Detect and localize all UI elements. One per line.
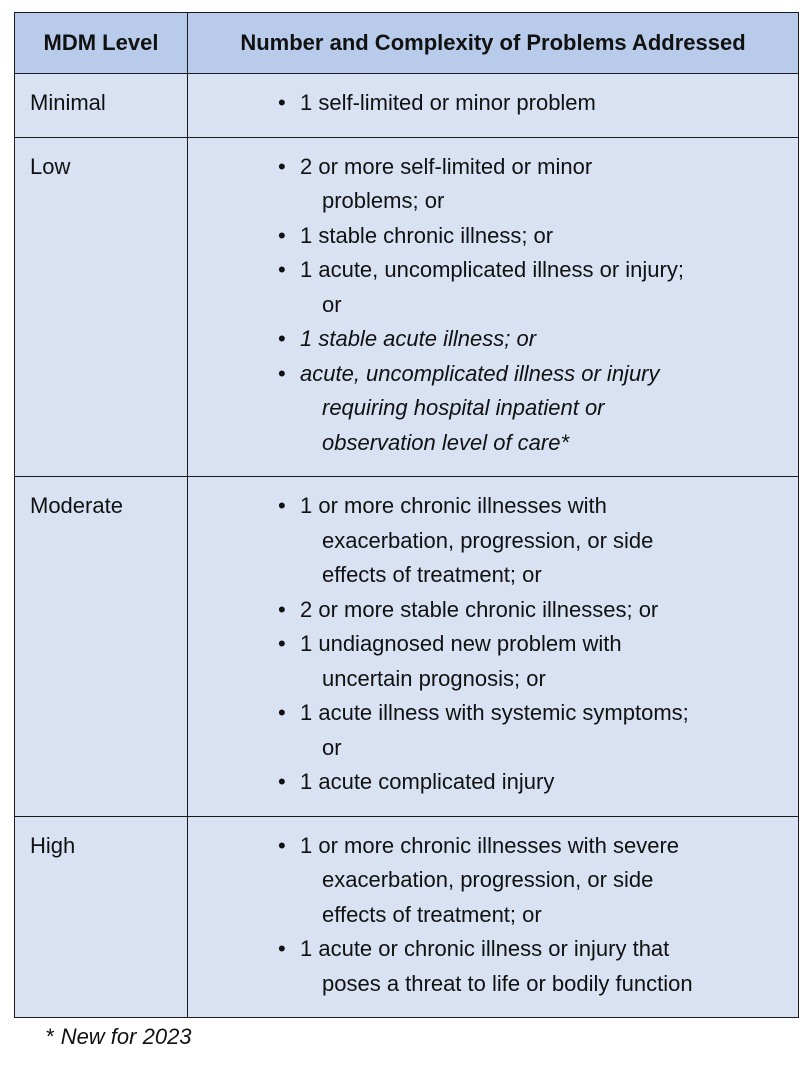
list-item-first-line: 1 self-limited or minor problem	[300, 90, 596, 115]
list-item-continuation: or	[322, 291, 342, 317]
bullet-icon: •	[278, 326, 286, 351]
table-row	[15, 137, 799, 477]
list-item-text	[300, 357, 788, 461]
bullet-icon: •	[278, 90, 286, 115]
problem-list	[188, 829, 788, 1002]
list-item	[278, 489, 788, 593]
list-item	[278, 253, 788, 322]
list-item-continuation: problems; or	[322, 188, 445, 213]
header-mdm-level: MDM Level	[15, 13, 188, 74]
problem-list	[188, 150, 788, 461]
list-item-continuation: uncertain prognosis; or	[322, 665, 546, 691]
list-item-first-line: 2 or more stable chronic illnesses; or	[300, 596, 659, 622]
list-item-first-line: 1 acute or chronic illness or injury that	[300, 936, 670, 961]
mdm-level-cell: Low	[15, 137, 188, 477]
list-item-first-line: acute, uncomplicated illness or injury	[300, 360, 660, 386]
bullet-icon: •	[278, 360, 286, 386]
list-item-text	[300, 489, 788, 593]
list-item	[278, 322, 788, 357]
bullet-icon: •	[278, 257, 286, 282]
list-item-first-line: 1 or more chronic illnesses with severe	[300, 832, 680, 858]
list-item	[278, 696, 788, 765]
list-item-continuation: exacerbation, progression, or side effects of treatment; or	[322, 867, 654, 927]
problem-list	[188, 489, 788, 800]
list-item-text	[300, 86, 788, 121]
bullet-icon: •	[278, 700, 286, 725]
list-item-text	[300, 253, 788, 322]
list-item-text	[300, 219, 788, 254]
list-item-text	[300, 322, 788, 357]
header-row	[15, 13, 799, 74]
list-item-text	[300, 150, 788, 219]
list-item-text	[300, 765, 788, 800]
footnote-star: *	[46, 1024, 55, 1049]
bullet-icon: •	[278, 493, 286, 518]
list-item	[278, 593, 788, 628]
list-item-first-line: 1 stable chronic illness; or	[300, 222, 554, 248]
bullet-icon: •	[278, 832, 286, 858]
footnote-text: New for 2023	[60, 1024, 192, 1049]
mdm-table-container	[14, 12, 798, 1018]
bullet-icon: •	[278, 769, 286, 794]
list-item	[278, 627, 788, 696]
list-item	[278, 86, 788, 121]
table-row	[15, 74, 799, 138]
mdm-level-cell: High	[15, 816, 188, 1018]
list-item	[278, 765, 788, 800]
footnote	[46, 1024, 192, 1050]
bullet-icon: •	[278, 631, 286, 656]
mdm-level-cell: Moderate	[15, 477, 188, 817]
table-row	[15, 477, 799, 817]
list-item	[278, 932, 788, 1001]
list-item-first-line: 1 stable acute illness; or	[300, 326, 537, 351]
list-item	[278, 219, 788, 254]
list-item-text	[300, 627, 788, 696]
header-problems: Number and Complexity of Problems Addressed	[188, 13, 799, 74]
list-item-first-line: 1 undiagnosed new problem with	[300, 631, 622, 656]
bullet-icon: •	[278, 936, 286, 961]
mdm-table	[14, 12, 799, 1018]
list-item-first-line: 1 or more chronic illnesses with	[300, 493, 607, 518]
list-item-text	[300, 829, 788, 933]
bullet-icon: •	[278, 596, 286, 622]
list-item-first-line: 1 acute, uncomplicated illness or injury;	[300, 257, 684, 282]
problems-cell	[188, 74, 799, 138]
bullet-icon: •	[278, 222, 286, 248]
list-item-text	[300, 932, 788, 1001]
bullet-icon: •	[278, 153, 286, 179]
mdm-level-cell: Minimal	[15, 74, 188, 138]
list-item-continuation: or	[322, 734, 342, 760]
list-item-continuation: exacerbation, progression, or side effects of treatment; or	[322, 527, 654, 587]
problems-cell	[188, 816, 799, 1018]
list-item	[278, 150, 788, 219]
list-item-first-line: 2 or more self-limited or minor	[300, 153, 593, 179]
table-row	[15, 816, 799, 1018]
list-item	[278, 357, 788, 461]
problem-list	[188, 86, 788, 121]
problems-cell	[188, 477, 799, 817]
list-item	[278, 829, 788, 933]
list-item-text	[300, 593, 788, 628]
list-item-first-line: 1 acute illness with systemic symptoms;	[300, 700, 689, 725]
problems-cell	[188, 137, 799, 477]
list-item-text	[300, 696, 788, 765]
list-item-continuation: poses a threat to life or bodily function	[322, 970, 693, 996]
list-item-continuation: requiring hospital inpatient or observation level of care*	[322, 395, 605, 455]
list-item-first-line: 1 acute complicated injury	[300, 769, 555, 794]
